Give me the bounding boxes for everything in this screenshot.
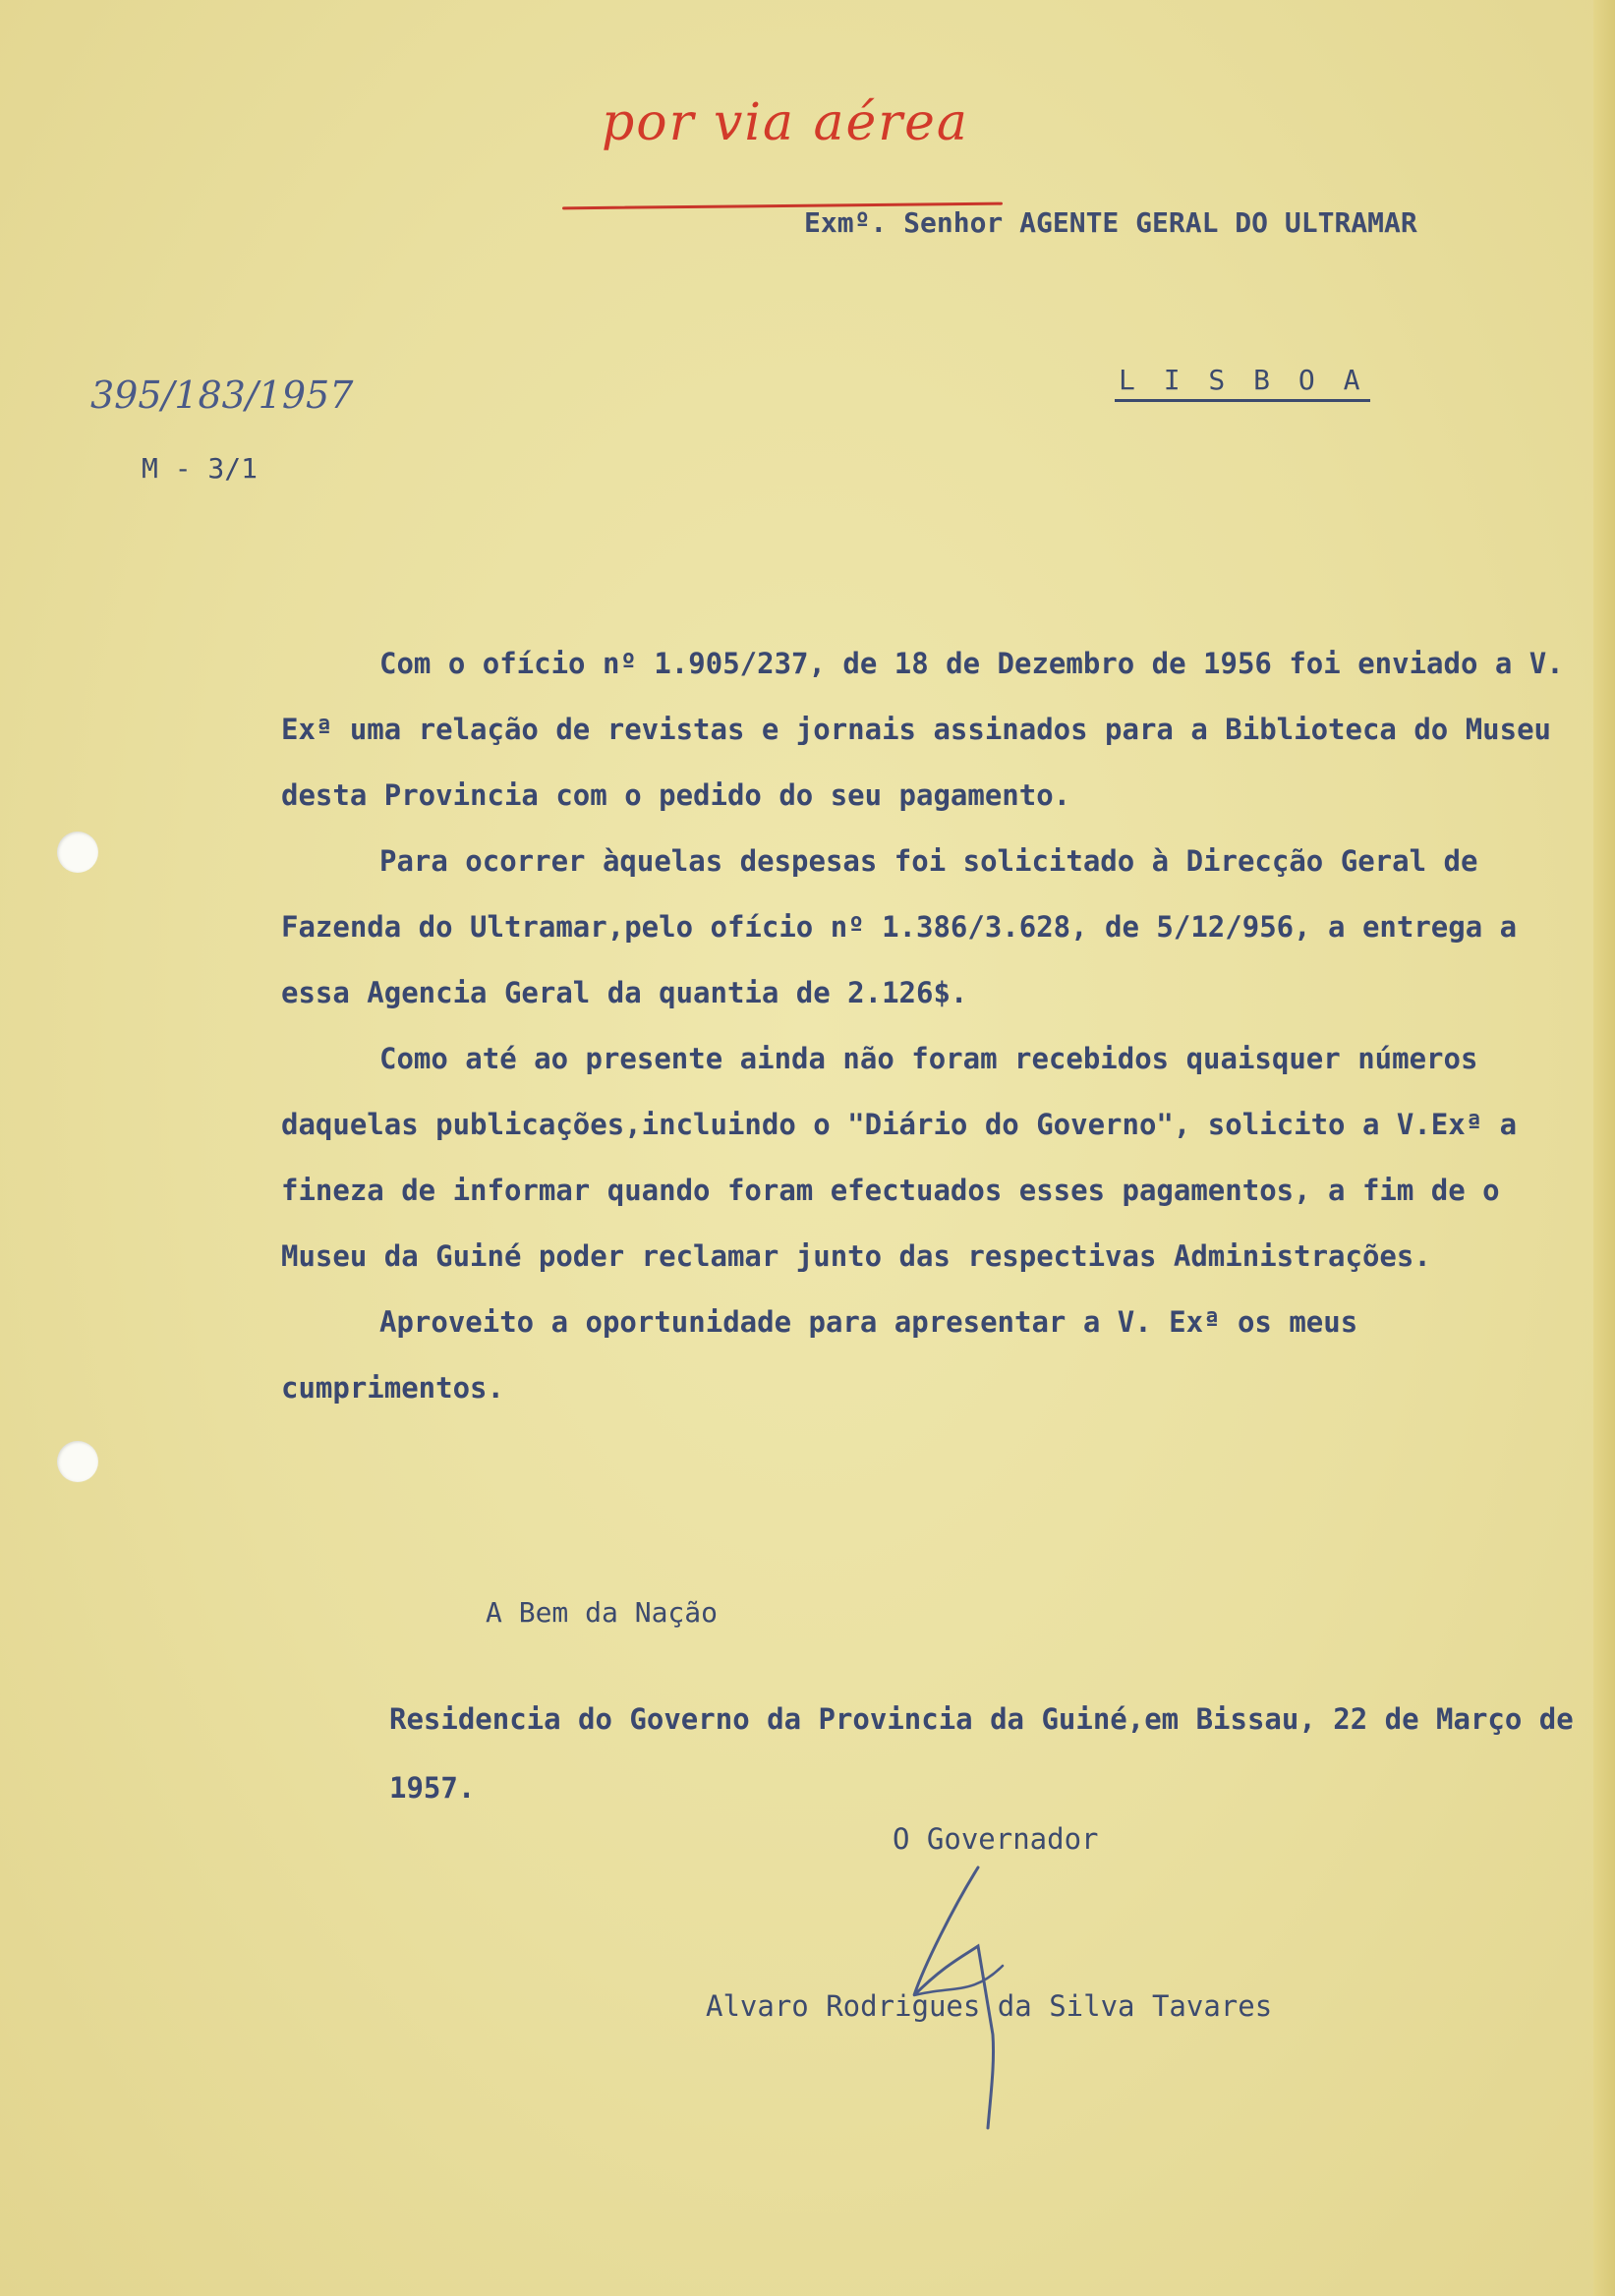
signatory-title: O Governador [893,1822,1099,1856]
punch-hole-top [57,832,98,873]
reference-number-handwritten: 395/183/1957 [90,373,354,417]
reference-code: M - 3/1 [142,452,259,485]
punch-hole-bottom [57,1441,98,1482]
airmail-handwritten-note: por via aérea [602,93,969,152]
salutation: A Bem da Nação [486,1596,719,1629]
signatory-name: Alvaro Rodrigues da Silva Tavares [706,1989,1273,2023]
place-and-date: Residencia do Governo da Provincia da Guiné,em Bissau, 22 de Março de 1957. [389,1702,1574,1805]
letter-body [281,631,1588,1421]
city-underline [1115,399,1370,402]
recipient-line: Exmº. Senhor AGENTE GERAL DO ULTRAMAR [804,206,1417,239]
paragraph-3: Como até ao presente ainda não foram recebidos quaisquer números daquelas publicações,incluindo o "Diário do Governo", solicito a V.Exª a fineza de informar quando foram efectuados esses pagamentos, a fim de o Museu da Guiné poder reclamar junto das respectivas Administrações. [281,1042,1518,1273]
paper-edge [1593,0,1615,2296]
paragraph-1: Com o ofício nº 1.905/237, de 18 de Dezembro de 1956 foi enviado a V. Exª uma relação de revistas e jornais assinados para a Biblioteca do Museu desta Provincia com o pedido do seu pagamento. [281,647,1564,812]
paragraph-2: Para ocorrer àquelas despesas foi solicitado à Direcção Geral de Fazenda do Ultramar,pelo ofício nº 1.386/3.628, de 5/12/956, a entrega a essa Agencia Geral da quantia de 2.126$. [281,844,1518,1009]
paragraph-4: Aproveito a oportunidade para apresentar a V. Exª os meus cumprimentos. [281,1305,1358,1405]
recipient-city: L I S B O A [1119,364,1366,396]
